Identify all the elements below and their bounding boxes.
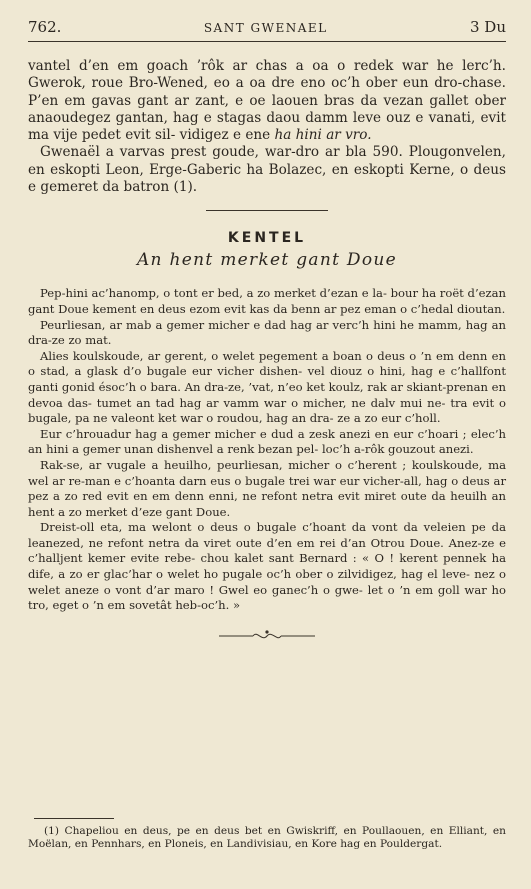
intro-text: [28, 58, 506, 196]
intro-paragraph-1: vantel d’en em goach ’rôk ar chas a oa o redek war he lerc’h. Gwerok, roue Bro-Wened, eo a oa dre eno oc’h ober eun dro-chase. P’en em gavas gant ar zant, e oe laouen bras da vezan gallet ober anaoudegez gantan, hag e stagas daou damm leve ouz e vanati, evit ma vije pedet evit sil- vidigez e ene ha hini ar vro.: [28, 58, 507, 144]
lesson-paragraph: Peurliesan, ar mab a gemer micher e dad hag ar verc’h hini he mamm, hag an dra-ze zo mat.: [28, 317, 506, 348]
lesson-paragraph: Eur c’hrouadur hag a gemer micher e dud a zesk anezi en eur c’hoari ; elec’h an hini a gemer unan dishenvel a renk bezan pel- loc’h a-rôk gouzout anezi.: [28, 426, 507, 457]
footnote: [28, 818, 506, 852]
footnote-rule: [34, 818, 114, 819]
ornament-flourish-icon: [217, 628, 317, 644]
chapter-label: 3 Du: [470, 18, 506, 36]
running-title: SANT GWENAEL: [203, 21, 328, 35]
running-header: [28, 18, 506, 42]
lesson-paragraph: Alies koulskoude, ar gerent, o welet pegement a boan o deus o ’n em denn en o stad, a glask d’o bugale eur vicher dishen- vel diouz o hini, hag e c’hallfont ganti gonid ésoc’h o bara. An dra-ze, ’vat, n’eo ket koulz, rak ar skiant-prenan en devoa das- tumet an tad hag ar vamm war o micher, ne dalv mui ne- tra evit o bugale, pa ne valeont ket war o roudou, hag an dra- ze a zo eur c’holl.: [28, 348, 507, 426]
lesson-paragraph: Dreist-oll eta, ma welont o deus o bugale c’hoant da vont da veleien pe da leanezed, ne refont netra da viret oute d’en em rei d’an Otrou Doue. Anez-ze e c’halljent kemer evite rebe- chou kalet sant Bernard : « O ! kerent pennek ha dife, a zo er glac’har o welet ho pugale oc’h ober o zilvidigez, hag el leve- nez o welet aneze o vont d’ar maro ! Gwel eo ganec’h o gwe- let o ’n em goll war ho tro, eget o ’n em sovetât heb-oc’h. »: [28, 520, 507, 613]
section-title: KENTEL: [227, 230, 307, 247]
book-page: [28, 18, 506, 644]
section-subtitle: An hent merket gant Doue: [136, 250, 397, 271]
section-divider: [206, 210, 328, 211]
end-ornament: [28, 628, 506, 644]
lesson-text: [28, 286, 506, 613]
lesson-paragraph: Pep-hini ac’hanomp, o tont er bed, a zo merket d’ezan e la- bour ha roët d’ezan gant Doue kement en deus ezom evit kas da benn ar pez eman o c’hedal dioutan.: [28, 286, 506, 316]
footnote-text: (1) Chapeliou en deus, pe en deus bet en Gwiskriff, en Poullaouen, en Elliant, en Moëlan, en Pennhars, en Ploneis, en Landivisiau, en Kore hag en Pouldergat.: [28, 825, 507, 851]
lesson-paragraph: Rak-se, ar vugale a heuilho, peurliesan, micher o c’herent ; koulskoude, ma wel ar re-man e c’hoanta darn eus o bugale trei war eur vicher-all, hag o deus ar pez a zo red evit en em denn enni, ne refont netra evit miret oute da heuilh an hent a zo merket d’eze gant Doue.: [28, 457, 507, 519]
page-number: 762.: [28, 18, 62, 36]
intro-italic-phrase: ha hini ar vro.: [274, 127, 372, 144]
intro-paragraph-2: Gwenaël a varvas prest goude, war-dro ar bla 590. Plougonvelen, en eskopti Leon, Erge-Gaberic ha Bolazec, en eskopti Kerne, o deus e gemeret da batron (1).: [28, 144, 507, 196]
